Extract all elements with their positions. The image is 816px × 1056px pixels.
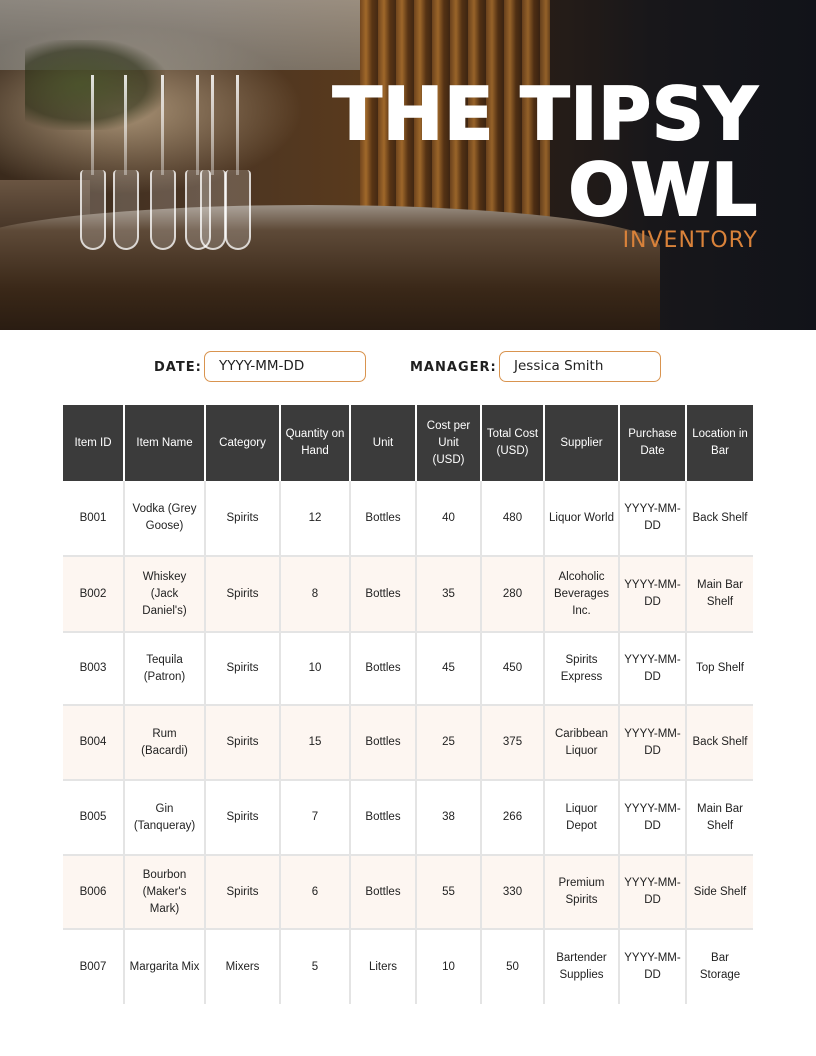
cell-unit: Bottles <box>350 780 416 855</box>
cell-purchase-date: YYYY-MM-DD <box>619 780 686 855</box>
cell-category: Spirits <box>205 632 280 705</box>
cell-cost-per-unit: 10 <box>416 929 481 1004</box>
cell-location: Main Bar Shelf <box>686 556 753 632</box>
cell-category: Mixers <box>205 929 280 1004</box>
cell-category: Spirits <box>205 855 280 929</box>
cell-location: Side Shelf <box>686 855 753 929</box>
cell-quantity: 12 <box>280 481 350 556</box>
cell-purchase-date: YYYY-MM-DD <box>619 705 686 780</box>
column-header-cost-per-unit: Cost per Unit (USD) <box>416 405 481 481</box>
cell-quantity: 6 <box>280 855 350 929</box>
cell-item-id: B006 <box>63 855 124 929</box>
cell-supplier: Liquor Depot <box>544 780 619 855</box>
title-line-2: OWL <box>568 148 758 232</box>
cell-supplier: Caribbean Liquor <box>544 705 619 780</box>
column-header-item-name: Item Name <box>124 405 205 481</box>
column-header-quantity: Quantity on Hand <box>280 405 350 481</box>
cell-supplier: Alcoholic Beverages Inc. <box>544 556 619 632</box>
cell-quantity: 8 <box>280 556 350 632</box>
manager-label: MANAGER: <box>410 360 497 375</box>
table-header-row <box>63 405 753 481</box>
cell-cost-per-unit: 55 <box>416 855 481 929</box>
cell-unit: Bottles <box>350 705 416 780</box>
cell-purchase-date: YYYY-MM-DD <box>619 632 686 705</box>
table-row <box>63 780 753 855</box>
cell-supplier: Premium Spirits <box>544 855 619 929</box>
cell-cost-per-unit: 40 <box>416 481 481 556</box>
column-header-supplier: Supplier <box>544 405 619 481</box>
table-row <box>63 481 753 556</box>
cell-category: Spirits <box>205 780 280 855</box>
column-header-unit: Unit <box>350 405 416 481</box>
cell-item-id: B001 <box>63 481 124 556</box>
cell-unit: Bottles <box>350 481 416 556</box>
cell-supplier: Spirits Express <box>544 632 619 705</box>
cell-item-name: Whiskey (Jack Daniel's) <box>124 556 205 632</box>
cell-location: Top Shelf <box>686 632 753 705</box>
column-header-total-cost: Total Cost (USD) <box>481 405 544 481</box>
cell-unit: Bottles <box>350 855 416 929</box>
cell-cost-per-unit: 25 <box>416 705 481 780</box>
inventory-table <box>63 405 753 1004</box>
page-subtitle: INVENTORY <box>622 228 758 253</box>
cell-quantity: 10 <box>280 632 350 705</box>
cell-item-name: Vodka (Grey Goose) <box>124 481 205 556</box>
cell-total-cost: 280 <box>481 556 544 632</box>
table-row <box>63 705 753 780</box>
cell-cost-per-unit: 45 <box>416 632 481 705</box>
date-field[interactable]: YYYY-MM-DD <box>204 351 366 382</box>
column-header-location: Location in Bar <box>686 405 753 481</box>
cell-purchase-date: YYYY-MM-DD <box>619 481 686 556</box>
page-title <box>332 72 758 232</box>
cell-cost-per-unit: 35 <box>416 556 481 632</box>
cell-quantity: 15 <box>280 705 350 780</box>
cell-total-cost: 450 <box>481 632 544 705</box>
cell-category: Spirits <box>205 705 280 780</box>
column-header-purchase-date: Purchase Date <box>619 405 686 481</box>
cell-total-cost: 375 <box>481 705 544 780</box>
wine-glass-image <box>225 75 251 255</box>
manager-field[interactable]: Jessica Smith <box>499 351 661 382</box>
cell-location: Bar Storage <box>686 929 753 1004</box>
cell-quantity: 7 <box>280 780 350 855</box>
cell-item-name: Rum (Bacardi) <box>124 705 205 780</box>
title-line-1: THE TIPSY <box>332 72 758 156</box>
cell-total-cost: 330 <box>481 855 544 929</box>
cell-item-id: B005 <box>63 780 124 855</box>
cell-total-cost: 480 <box>481 481 544 556</box>
table-row <box>63 929 753 1004</box>
cell-total-cost: 266 <box>481 780 544 855</box>
cell-purchase-date: YYYY-MM-DD <box>619 855 686 929</box>
cell-item-id: B002 <box>63 556 124 632</box>
table-row <box>63 855 753 929</box>
cell-quantity: 5 <box>280 929 350 1004</box>
cell-category: Spirits <box>205 481 280 556</box>
table-row <box>63 632 753 705</box>
wine-glass-image <box>80 75 106 255</box>
cell-item-name: Tequila (Patron) <box>124 632 205 705</box>
wine-glass-image <box>200 75 226 255</box>
cell-item-name: Gin (Tanqueray) <box>124 780 205 855</box>
cell-purchase-date: YYYY-MM-DD <box>619 556 686 632</box>
cell-total-cost: 50 <box>481 929 544 1004</box>
wine-glass-image <box>113 75 139 255</box>
hero-banner-photo <box>0 0 816 330</box>
cell-location: Back Shelf <box>686 481 753 556</box>
cell-cost-per-unit: 38 <box>416 780 481 855</box>
cell-unit: Liters <box>350 929 416 1004</box>
cell-supplier: Liquor World <box>544 481 619 556</box>
cell-purchase-date: YYYY-MM-DD <box>619 929 686 1004</box>
cell-location: Back Shelf <box>686 705 753 780</box>
cell-location: Main Bar Shelf <box>686 780 753 855</box>
cell-item-id: B004 <box>63 705 124 780</box>
cell-item-name: Bourbon (Maker's Mark) <box>124 855 205 929</box>
wine-glass-image <box>150 75 176 255</box>
date-label: DATE: <box>154 360 202 375</box>
cell-item-id: B003 <box>63 632 124 705</box>
column-header-item-id: Item ID <box>63 405 124 481</box>
cell-item-id: B007 <box>63 929 124 1004</box>
column-header-category: Category <box>205 405 280 481</box>
table-row <box>63 556 753 632</box>
cell-unit: Bottles <box>350 632 416 705</box>
cell-category: Spirits <box>205 556 280 632</box>
cell-supplier: Bartender Supplies <box>544 929 619 1004</box>
cell-item-name: Margarita Mix <box>124 929 205 1004</box>
cell-unit: Bottles <box>350 556 416 632</box>
